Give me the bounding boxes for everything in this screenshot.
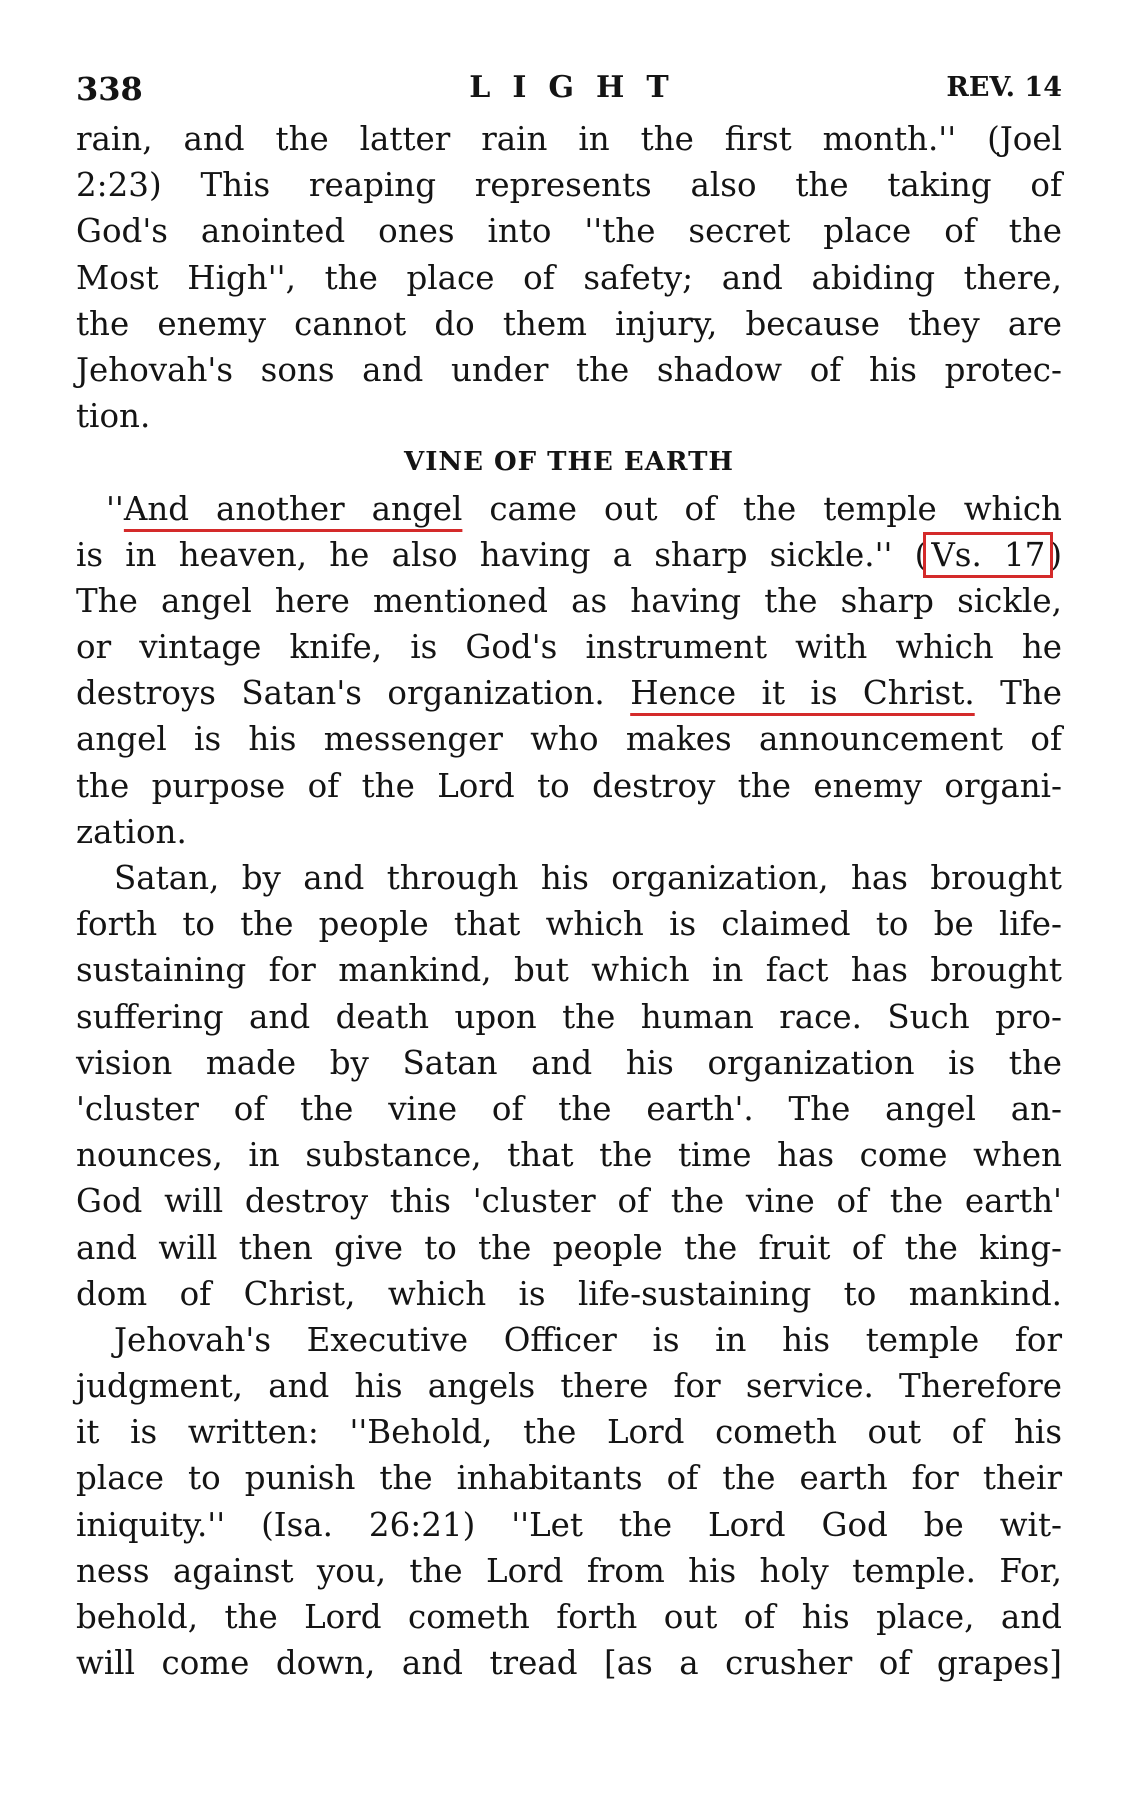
book-page <box>76 64 1062 1686</box>
text-line: 'cluster of the vine of the earth'. The angel an- <box>76 1089 1062 1128</box>
text-span: The <box>974 674 1062 713</box>
running-title: LIGHT <box>469 70 691 105</box>
text-line: behold, the Lord cometh forth out of his place, and <box>76 1598 1062 1636</box>
text-line: Jehovah's Executive Officer is in his temple for <box>114 1320 1062 1359</box>
text-line: it is written: ''Behold, the Lord cometh out of his <box>76 1413 1062 1452</box>
text-line: will come down, and tread [as a crusher of grapes] <box>76 1644 1062 1683</box>
text-line: tion. <box>76 397 151 436</box>
text-line <box>76 486 1062 532</box>
text-line: Most High'', the place of safety; and abiding there, <box>76 258 1062 297</box>
text-line: vision made by Satan and his organization is the <box>76 1043 1062 1082</box>
text-line <box>76 532 1062 578</box>
underlined-phrase: Hence it is Christ. <box>630 674 975 713</box>
text-line: God's anointed ones into ''the secret place of the <box>76 212 1062 251</box>
text-line <box>76 670 1062 716</box>
text-span: destroys Satan's organization. <box>76 674 631 713</box>
text-line: iniquity.'' (Isa. 26:21) ''Let the Lord God be wit- <box>76 1505 1062 1544</box>
page-body <box>76 116 1062 1686</box>
text-line: suffering and death upon the human race. Such pro- <box>76 997 1062 1036</box>
underlined-phrase: And another angel <box>123 489 463 528</box>
text-line: God will destroy this 'cluster of the vine of the earth' <box>76 1182 1062 1221</box>
text-line: forth to the people that which is claimed to be life- <box>76 905 1062 944</box>
text-span: came out of the temple which <box>462 489 1062 528</box>
text-span: is in heaven, he also having a sharp sickle.'' ( <box>76 535 928 574</box>
text-line: rain, and the latter rain in the first month.'' (Joel <box>76 120 1062 158</box>
running-head <box>76 64 1062 116</box>
text-line: the enemy cannot do them injury, because they are <box>76 304 1062 343</box>
text-line: Satan, by and through his organization, has brought <box>114 859 1062 897</box>
text-line: Jehovah's sons and under the shadow of his protec- <box>76 350 1062 389</box>
open-quote: '' <box>106 489 124 528</box>
text-line: the purpose of the Lord to destroy the enemy organi- <box>76 766 1062 805</box>
text-line: dom of Christ, which is life-sustaining to mankind. <box>76 1274 1062 1313</box>
text-line: zation. <box>76 812 187 851</box>
text-line: judgment, and his angels there for service. Therefore <box>76 1367 1062 1406</box>
book-reference: REV. 14 <box>946 72 1062 103</box>
text-line: or vintage knife, is God's instrument with which he <box>76 628 1062 667</box>
text-span: ) <box>1049 535 1062 574</box>
text-line: sustaining for mankind, but which in fact has brought <box>76 951 1062 990</box>
text-line: The angel here mentioned as having the sharp sickle, <box>76 581 1062 620</box>
text-line: 2:23) This reaping represents also the taking of <box>76 166 1062 205</box>
text-line: nounces, in substance, that the time has come when <box>76 1136 1062 1175</box>
text-line: and will then give to the people the fruit of the king- <box>76 1228 1062 1267</box>
text-line: place to punish the inhabitants of the earth for their <box>76 1459 1062 1498</box>
boxed-verse-reference: Vs. 17 <box>927 536 1049 574</box>
text-line: angel is his messenger who makes announcement of <box>76 720 1062 759</box>
page-number: 338 <box>76 70 143 108</box>
text-line: ness against you, the Lord from his holy temple. For, <box>76 1551 1062 1590</box>
section-heading: VINE OF THE EARTH <box>404 447 734 478</box>
